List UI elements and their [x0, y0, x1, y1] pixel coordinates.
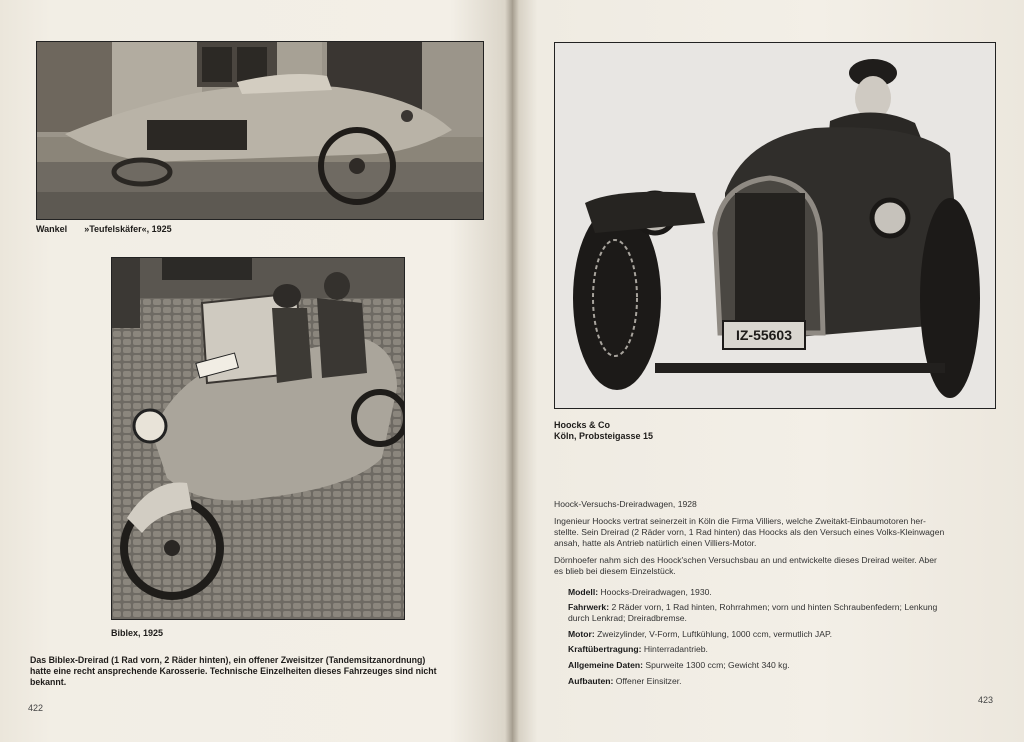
spec-aufbauten-value: Offener Einsitzer. [615, 676, 682, 686]
biblex-caption: Biblex, 1925 [111, 628, 164, 638]
spec-modell-value: Hoocks-Dreiradwagen, 1930. [600, 587, 712, 597]
spec-motor-label: Motor: [568, 629, 595, 639]
spec-motor-value: Zweizylinder, V-Form, Luftkühlung, 1000 ccm, vermutlich JAP. [597, 629, 832, 639]
spec-fahrwerk [568, 602, 937, 614]
wankel-caption-title: »Teufelskäfer«, 1925 [84, 224, 172, 234]
para2-line-2: es blieb bei diesem Einzelstück. [554, 566, 676, 576]
spec-modell [568, 587, 712, 599]
spec-allgemeine-daten [568, 660, 790, 672]
spec-motor [568, 629, 832, 641]
wankel-caption-name: Wankel [36, 224, 68, 234]
biblex-photo [111, 257, 405, 620]
spec-allgemeine-daten-label: Allgemeine Daten: [568, 660, 643, 670]
hoocks-caption-line-2: Köln, Probsteigasse 15 [554, 431, 654, 441]
page-number-left: 422 [28, 703, 44, 713]
biblex-text-line-3: bekannt. [30, 677, 67, 687]
wankel-teufelskaefer-photo [36, 41, 484, 220]
para1-line-3: ansah, hatte als Antrieb natürlich einen Villiers-Motor. [554, 538, 757, 548]
article-heading: Hoock-Versuchs-Dreiradwagen, 1928 [554, 499, 697, 509]
spec-aufbauten [568, 676, 682, 688]
spec-kraftuebertragung-label: Kraftübertragung: [568, 644, 642, 654]
spec-fahrwerk-value: 2 Räder vorn, 1 Rad hinten, Rohrrahmen; vorn und hinten Schraubenfedern; Lenkung [611, 602, 938, 612]
right-page [512, 0, 1024, 742]
page-number-right: 423 [978, 695, 994, 705]
spec-aufbauten-label: Aufbauten: [568, 676, 614, 686]
spec-allgemeine-daten-value: Spurweite 1300 ccm; Gewicht 340 kg. [645, 660, 790, 670]
spec-fahrwerk-cont [568, 613, 687, 625]
para1-line-1: Ingenieur Hoocks vertrat seinerzeit in Köln die Firma Villiers, welche Zweitakt-Einbaumotoren her- [554, 516, 926, 526]
spec-fahrwerk-cont-value: durch Lenkrad; Dreiradbremse. [568, 613, 687, 623]
book-gutter [505, 0, 519, 742]
biblex-text-line-1: Das Biblex-Dreirad (1 Rad vorn, 2 Räder hinten), ein offener Zweisitzer (Tandemsitzanordnung) [30, 655, 426, 665]
biblex-text-line-2: hatte eine recht ansprechende Karosserie. Technische Einzelheiten dieses Fahrzeuges sind nicht [30, 666, 437, 676]
wankel-caption [36, 223, 172, 235]
spec-modell-label: Modell: [568, 587, 599, 597]
para1-line-2: stellte. Sein Dreirad (2 Räder vorn, 1 Rad hinten) das Hoocks als den Versuch eines Volks-Kleinwagen [554, 527, 945, 537]
spec-kraftuebertragung [568, 644, 708, 656]
hoocks-caption-line-1: Hoocks & Co [554, 420, 611, 430]
spec-fahrwerk-label: Fahrwerk: [568, 602, 610, 612]
hoocks-dreiradwagen-photo [554, 42, 996, 409]
spec-kraftuebertragung-value: Hinterradantrieb. [643, 644, 708, 654]
para2-line-1: Dörnhoefer nahm sich des Hoock'schen Versuchsbau an und entwickelte dieses Dreirad weiter. Aber [554, 555, 937, 565]
license-plate: IZ-55603 [735, 327, 793, 343]
